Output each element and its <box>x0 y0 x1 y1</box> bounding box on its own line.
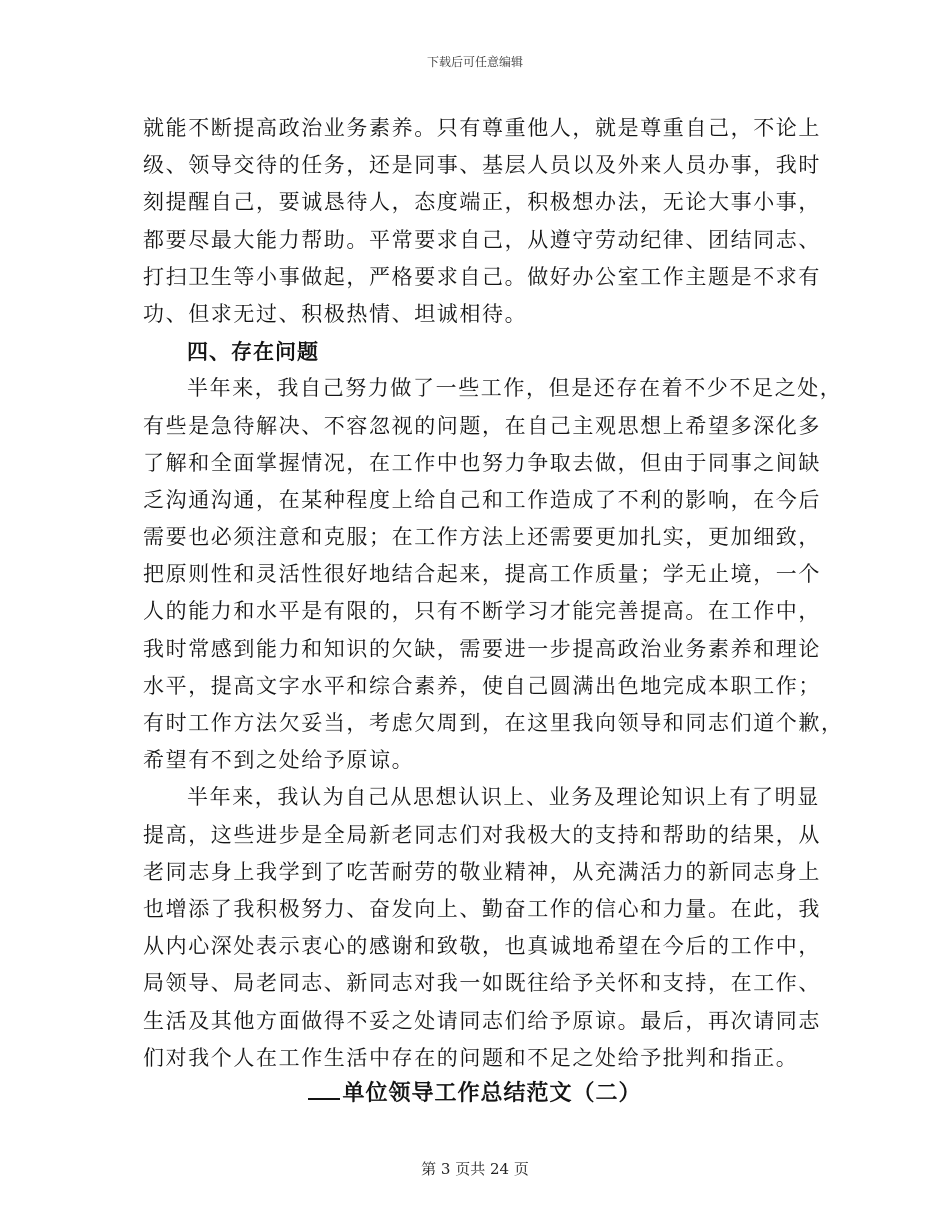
text-line: 水平，提高文字水平和综合素养，使自己圆满出色地完成本职工作； <box>143 673 821 698</box>
text-line: 功、但求无过、积极热情、坦诚相待。 <box>143 301 528 326</box>
text-line: 老同志身上我学到了吃苦耐劳的敬业精神，从充满活力的新同志身上 <box>143 859 821 884</box>
section-title-text: 单位领导工作总结范文（二） <box>342 1080 642 1106</box>
text-line: 了解和全面掌握情况，在工作中也努力争取去做，但由于同事之间缺 <box>143 450 821 475</box>
text-line: 从内心深处表示衷心的感谢和致敬，也真诚地希望在今后的工作中， <box>143 934 821 959</box>
paragraph-first-line: 半年来，我认为自己从思想认识上、业务及理论知识上有了明显 <box>187 785 820 810</box>
text-line: 生活及其他方面做得不妥之处请同志们给予原谅。最后，再次请同志 <box>143 1008 821 1033</box>
text-line: 就能不断提高政治业务素养。只有尊重他人，就是尊重自己，不论上 <box>143 116 821 140</box>
text-line: 级、领导交待的任务，还是同事、基层人员以及外来人员办事，我时 <box>143 153 821 178</box>
document-body <box>143 110 844 1077</box>
text-line: 们对我个人在工作生活中存在的问题和不足之处给予批判和指正。 <box>143 1045 799 1070</box>
page-header: 下载后可任意编辑 <box>426 55 523 69</box>
text-line: 局领导、局老同志、新同志对我一如既往给予关怀和支持，在工作、 <box>143 971 821 996</box>
section-title <box>0 1076 950 1107</box>
text-line: 有时工作方法欠妥当，考虑欠周到，在这里我向领导和同志们道个歉， <box>143 711 844 735</box>
text-line: 把原则性和灵活性很好地结合起来，提高工作质量；学无止境，一个 <box>143 562 821 587</box>
text-line: 希望有不到之处给予原谅。 <box>143 748 415 773</box>
text-line: 乏沟通沟通，在某种程度上给自己和工作造成了不利的影响，在今后 <box>143 487 821 512</box>
text-line: 也增添了我积极努力、奋发向上、勤奋工作的信心和力量。在此，我 <box>143 896 821 921</box>
paragraph-first-line: 半年来，我自己努力做了一些工作，但是还存在着不少不足之处， <box>187 376 843 401</box>
text-line: 打扫卫生等小事做起，严格要求自己。做好办公室工作主题是不求有 <box>143 264 821 289</box>
text-line: 人的能力和水平是有限的，只有不断学习才能完善提高。在工作中， <box>143 599 821 624</box>
page-footer: 第 3 页共 24 页 <box>421 1160 529 1178</box>
text-line: 有些是急待解决、不容忽视的问题，在自己主观思想上希望多深化多 <box>143 413 821 438</box>
title-blank-underline <box>308 1078 340 1100</box>
text-line: 提高，这些进步是全局新老同志们对我极大的支持和帮助的结果，从 <box>143 822 821 847</box>
text-line: 我时常感到能力和知识的欠缺，需要进一步提高政治业务素养和理论 <box>143 636 821 661</box>
text-line: 都要尽最大能力帮助。平常要求自己，从遵守劳动纪律、团结同志、 <box>143 227 821 252</box>
text-line: 需要也必须注意和克服；在工作方法上还需要更加扎实，更加细致， <box>143 525 821 550</box>
text-line: 刻提醒自己，要诚恳待人，态度端正，积极想办法，无论大事小事， <box>143 190 821 215</box>
section-heading: 四、存在问题 <box>187 339 319 365</box>
